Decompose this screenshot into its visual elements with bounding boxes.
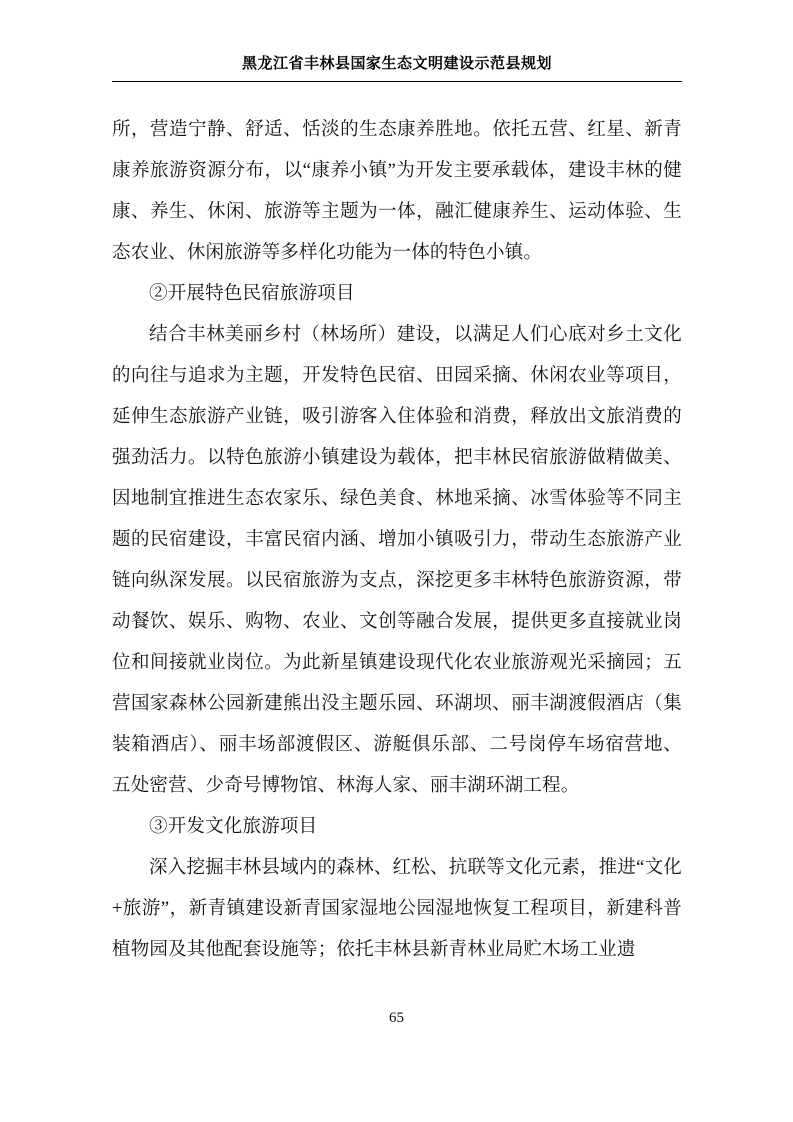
document-header-title: 黑龙江省丰林县国家生态文明建设示范县规划 [241,54,552,72]
paragraph-2-heading: ②开展特色民宿旅游项目 [149,284,355,304]
header-divider [112,81,682,82]
page-number: 65 [389,1010,404,1026]
paragraph-3: 结合丰林美丽乡村（林场所）建设，以满足人们心底对乡土文化的向往与追求为主题，开发特色民宿、田园采摘、休闲农业等项目，延伸生态旅游产业链，吸引游客入住体验和消费，释放出文旅消费的强劲活力。以特色旅游小镇建设为载体，把丰林民宿旅游做精做美、因地制宜推进生态农家乐、绿色美食、林地采摘、冰雪体验等不同主题的民宿建设，丰富民宿内涵、增加小镇吸引力，带动生态旅游产业链向纵深发展。以民宿旅游为支点，深挖更多丰林特色旅游资源，带动餐饮、娱乐、购物、农业、文创等融合发展，提供更多直接就业岗位和间接就业岗位。为此新星镇建设现代化农业旅游观光采摘园；五营国家森林公园新建熊出没主题乐园、环湖坝、丽丰湖渡假酒店（集装箱酒店）、丽丰场部渡假区、游艇俱乐部、二号岗停车场宿营地、五处密营、少奇号博物馆、林海人家、丽丰湖环湖工程。 [112,325,682,796]
body-text [112,110,682,971]
paragraph-4-heading: ③开发文化旅游项目 [149,817,318,837]
paragraph-5: 深入挖掘丰林县域内的森林、红松、抗联等文化元素，推进“文化+旅游”，新青镇建设新青国家湿地公园湿地恢复工程项目，新建科普植物园及其他配套设施等；依托丰林县新青林业局贮木场工业遗 [112,858,682,960]
paragraph-1: 所，营造宁静、舒适、恬淡的生态康养胜地。依托五营、红星、新青康养旅游资源分布，以“康养小镇”为开发主要承载体，建设丰林的健康、养生、休闲、旅游等主题为一体，融汇健康养生、运动体验、生态农业、休闲旅游等多样化功能为一体的特色小镇。 [112,120,682,263]
page-content [112,52,682,971]
